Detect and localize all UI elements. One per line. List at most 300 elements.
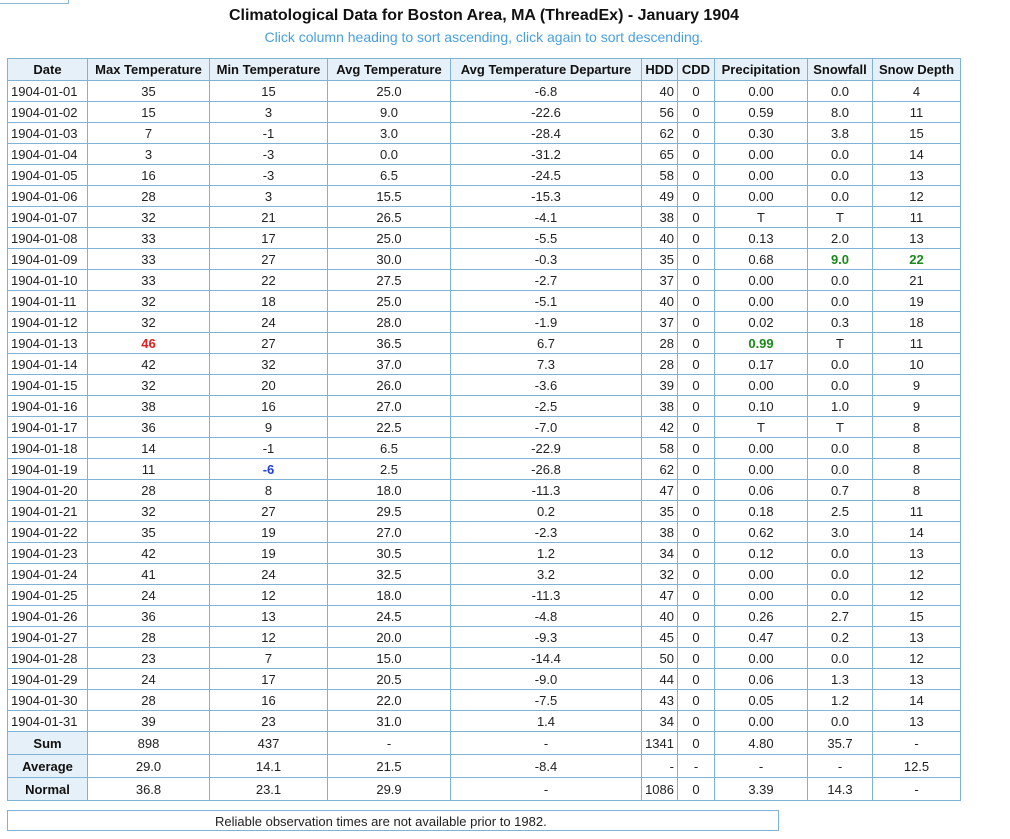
cell-cdd: 0 <box>678 543 715 564</box>
cell-snowfall: 0.2 <box>808 627 873 648</box>
footnote-box <box>7 810 779 831</box>
cell-snow-depth: 8 <box>873 438 961 459</box>
cell-max-temperature: 35 <box>88 81 210 102</box>
cell-cdd: 0 <box>678 165 715 186</box>
cell-max-temperature: 32 <box>88 375 210 396</box>
cell-max-temperature: 24 <box>88 669 210 690</box>
cell-snow-depth: 14 <box>873 690 961 711</box>
cell-avg-temperature: 9.0 <box>328 102 451 123</box>
cell-snowfall: T <box>808 207 873 228</box>
cell-min-temperature: 23 <box>210 711 328 732</box>
cell-precipitation: 0.00 <box>715 564 808 585</box>
cell-avg-temperature: 18.0 <box>328 585 451 606</box>
summary-cell-cdd: - <box>678 755 715 778</box>
summary-cell-avg-temperature-departure: -8.4 <box>451 755 642 778</box>
cell-snow-depth: 13 <box>873 669 961 690</box>
cell-cdd: 0 <box>678 333 715 354</box>
table-row <box>8 417 961 438</box>
cell-precipitation: 0.99 <box>715 333 808 354</box>
cell-date: 1904-01-06 <box>8 186 88 207</box>
cell-cdd: 0 <box>678 690 715 711</box>
cell-snowfall: 0.0 <box>808 438 873 459</box>
cell-cdd: 0 <box>678 564 715 585</box>
cell-date: 1904-01-21 <box>8 501 88 522</box>
cell-hdd: 43 <box>642 690 678 711</box>
cell-snow-depth: 21 <box>873 270 961 291</box>
sort-header-max-temperature[interactable]: Max Temperature <box>88 59 210 81</box>
summary-cell-precipitation: 3.39 <box>715 778 808 801</box>
cell-min-temperature: 12 <box>210 627 328 648</box>
cell-precipitation: 0.06 <box>715 480 808 501</box>
cell-date: 1904-01-10 <box>8 270 88 291</box>
cell-cdd: 0 <box>678 354 715 375</box>
summary-cell-cdd: 0 <box>678 732 715 755</box>
cell-max-temperature: 28 <box>88 627 210 648</box>
cell-cdd: 0 <box>678 585 715 606</box>
cell-avg-temperature: 15.0 <box>328 648 451 669</box>
cell-hdd: 34 <box>642 543 678 564</box>
cell-min-temperature: 17 <box>210 669 328 690</box>
cell-avg-temperature-departure: -9.3 <box>451 627 642 648</box>
summary-cell-max-temperature: 898 <box>88 732 210 755</box>
cell-avg-temperature: 20.5 <box>328 669 451 690</box>
sort-header-avg-temperature-departure[interactable]: Avg Temperature Departure <box>451 59 642 81</box>
cell-date: 1904-01-02 <box>8 102 88 123</box>
cell-min-temperature: -3 <box>210 165 328 186</box>
cell-cdd: 0 <box>678 144 715 165</box>
cell-precipitation: 0.26 <box>715 606 808 627</box>
cell-max-temperature: 32 <box>88 501 210 522</box>
cell-precipitation: 0.00 <box>715 438 808 459</box>
summary-cell-snow-depth: 12.5 <box>873 755 961 778</box>
cell-date: 1904-01-26 <box>8 606 88 627</box>
summary-row-sum <box>8 732 961 755</box>
table-row <box>8 543 961 564</box>
cell-snowfall: 1.3 <box>808 669 873 690</box>
table-row <box>8 564 961 585</box>
sort-header-min-temperature[interactable]: Min Temperature <box>210 59 328 81</box>
cell-precipitation: 0.68 <box>715 249 808 270</box>
cell-hdd: 34 <box>642 711 678 732</box>
table-row <box>8 606 961 627</box>
cell-avg-temperature-departure: -31.2 <box>451 144 642 165</box>
cell-avg-temperature-departure: -7.0 <box>451 417 642 438</box>
summary-cell-cdd: 0 <box>678 778 715 801</box>
table-row <box>8 375 961 396</box>
cell-cdd: 0 <box>678 186 715 207</box>
cell-max-temperature: 28 <box>88 480 210 501</box>
cell-date: 1904-01-13 <box>8 333 88 354</box>
cell-max-temperature: 39 <box>88 711 210 732</box>
cell-avg-temperature: 6.5 <box>328 165 451 186</box>
cell-min-temperature: 27 <box>210 249 328 270</box>
cell-min-temperature: -1 <box>210 123 328 144</box>
cell-date: 1904-01-11 <box>8 291 88 312</box>
cell-max-temperature: 36 <box>88 417 210 438</box>
cell-snowfall: 0.0 <box>808 81 873 102</box>
cell-precipitation: 0.62 <box>715 522 808 543</box>
cell-cdd: 0 <box>678 669 715 690</box>
cell-hdd: 39 <box>642 375 678 396</box>
cell-date: 1904-01-31 <box>8 711 88 732</box>
cell-cdd: 0 <box>678 123 715 144</box>
cell-cdd: 0 <box>678 480 715 501</box>
sort-header-date[interactable]: Date <box>8 59 88 81</box>
cell-min-temperature: 22 <box>210 270 328 291</box>
cell-cdd: 0 <box>678 312 715 333</box>
cell-max-temperature: 32 <box>88 207 210 228</box>
cell-hdd: 37 <box>642 270 678 291</box>
cell-min-temperature: 21 <box>210 207 328 228</box>
table-summary <box>8 732 961 801</box>
cell-avg-temperature-departure: -22.6 <box>451 102 642 123</box>
cell-precipitation: 0.10 <box>715 396 808 417</box>
cell-avg-temperature-departure: -26.8 <box>451 459 642 480</box>
cell-cdd: 0 <box>678 501 715 522</box>
cell-avg-temperature: 27.0 <box>328 396 451 417</box>
sort-header-hdd[interactable]: HDD <box>642 59 678 81</box>
cell-max-temperature: 46 <box>88 333 210 354</box>
sort-header-avg-temperature[interactable]: Avg Temperature <box>328 59 451 81</box>
cell-date: 1904-01-04 <box>8 144 88 165</box>
table-row <box>8 522 961 543</box>
cell-hdd: 38 <box>642 396 678 417</box>
cell-max-temperature: 24 <box>88 585 210 606</box>
table-row <box>8 81 961 102</box>
cell-avg-temperature-departure: -5.5 <box>451 228 642 249</box>
summary-cell-hdd: - <box>642 755 678 778</box>
cell-max-temperature: 42 <box>88 354 210 375</box>
cell-avg-temperature: 2.5 <box>328 459 451 480</box>
summary-row-average <box>8 755 961 778</box>
cell-max-temperature: 36 <box>88 606 210 627</box>
summary-cell-hdd: 1341 <box>642 732 678 755</box>
cell-cdd: 0 <box>678 627 715 648</box>
summary-cell-avg-temperature: 29.9 <box>328 778 451 801</box>
cell-snowfall: 0.0 <box>808 648 873 669</box>
cell-date: 1904-01-17 <box>8 417 88 438</box>
cell-avg-temperature-departure: -2.3 <box>451 522 642 543</box>
sort-instructions: Click column heading to sort ascending, click again to sort descending. <box>264 29 704 45</box>
table-row <box>8 396 961 417</box>
table-row <box>8 228 961 249</box>
cell-avg-temperature: 22.0 <box>328 690 451 711</box>
cell-hdd: 38 <box>642 207 678 228</box>
sort-header-snow-depth[interactable]: Snow Depth <box>873 59 961 81</box>
cell-cdd: 0 <box>678 81 715 102</box>
cell-precipitation: 0.47 <box>715 627 808 648</box>
cell-snow-depth: 12 <box>873 186 961 207</box>
cell-min-temperature: 9 <box>210 417 328 438</box>
cell-min-temperature: 20 <box>210 375 328 396</box>
page-title: Climatological Data for Boston Area, MA (ThreadEx) - January 1904 <box>228 7 740 24</box>
cell-cdd: 0 <box>678 522 715 543</box>
cell-min-temperature: 18 <box>210 291 328 312</box>
cell-avg-temperature: 18.0 <box>328 480 451 501</box>
cell-avg-temperature-departure: -11.3 <box>451 480 642 501</box>
cell-precipitation: 0.00 <box>715 711 808 732</box>
cell-date: 1904-01-09 <box>8 249 88 270</box>
cell-snow-depth: 15 <box>873 606 961 627</box>
cell-precipitation: 0.00 <box>715 375 808 396</box>
cell-snowfall: 3.0 <box>808 522 873 543</box>
cell-date: 1904-01-16 <box>8 396 88 417</box>
cell-cdd: 0 <box>678 375 715 396</box>
cell-date: 1904-01-19 <box>8 459 88 480</box>
table-row <box>8 627 961 648</box>
cell-snow-depth: 22 <box>873 249 961 270</box>
cell-avg-temperature-departure: -5.1 <box>451 291 642 312</box>
sort-header-cdd[interactable]: CDD <box>678 59 715 81</box>
summary-cell-avg-temperature: - <box>328 732 451 755</box>
cell-snow-depth: 9 <box>873 396 961 417</box>
cell-min-temperature: 3 <box>210 102 328 123</box>
cell-date: 1904-01-30 <box>8 690 88 711</box>
cell-avg-temperature-departure: -24.5 <box>451 165 642 186</box>
cell-snowfall: 0.0 <box>808 711 873 732</box>
cell-snow-depth: 11 <box>873 102 961 123</box>
cell-snow-depth: 11 <box>873 333 961 354</box>
cell-max-temperature: 38 <box>88 396 210 417</box>
cell-snowfall: 2.0 <box>808 228 873 249</box>
cell-precipitation: 0.00 <box>715 165 808 186</box>
cell-date: 1904-01-15 <box>8 375 88 396</box>
cell-max-temperature: 11 <box>88 459 210 480</box>
cell-hdd: 58 <box>642 165 678 186</box>
cell-hdd: 40 <box>642 291 678 312</box>
cell-snow-depth: 14 <box>873 522 961 543</box>
top-frame-fragment <box>0 0 69 4</box>
cell-hdd: 49 <box>642 186 678 207</box>
cell-cdd: 0 <box>678 396 715 417</box>
summary-cell-precipitation: - <box>715 755 808 778</box>
cell-snow-depth: 18 <box>873 312 961 333</box>
cell-snowfall: 3.8 <box>808 123 873 144</box>
cell-max-temperature: 7 <box>88 123 210 144</box>
cell-max-temperature: 32 <box>88 312 210 333</box>
cell-snow-depth: 12 <box>873 585 961 606</box>
cell-avg-temperature: 22.5 <box>328 417 451 438</box>
cell-date: 1904-01-12 <box>8 312 88 333</box>
cell-min-temperature: 19 <box>210 543 328 564</box>
cell-max-temperature: 33 <box>88 228 210 249</box>
cell-hdd: 58 <box>642 438 678 459</box>
cell-snow-depth: 11 <box>873 207 961 228</box>
cell-avg-temperature: 26.0 <box>328 375 451 396</box>
table-header-row <box>8 59 961 81</box>
cell-avg-temperature-departure: -28.4 <box>451 123 642 144</box>
cell-precipitation: 0.06 <box>715 669 808 690</box>
cell-avg-temperature: 26.5 <box>328 207 451 228</box>
cell-snow-depth: 15 <box>873 123 961 144</box>
cell-min-temperature: 27 <box>210 333 328 354</box>
cell-hdd: 50 <box>642 648 678 669</box>
table-row <box>8 648 961 669</box>
cell-snow-depth: 12 <box>873 648 961 669</box>
cell-precipitation: 0.13 <box>715 228 808 249</box>
summary-cell-avg-temperature: 21.5 <box>328 755 451 778</box>
cell-cdd: 0 <box>678 606 715 627</box>
cell-hdd: 40 <box>642 606 678 627</box>
table-row <box>8 207 961 228</box>
cell-min-temperature: 17 <box>210 228 328 249</box>
cell-max-temperature: 28 <box>88 186 210 207</box>
cell-max-temperature: 41 <box>88 564 210 585</box>
cell-hdd: 47 <box>642 480 678 501</box>
cell-date: 1904-01-29 <box>8 669 88 690</box>
summary-cell-snow-depth: - <box>873 732 961 755</box>
cell-snow-depth: 8 <box>873 459 961 480</box>
cell-avg-temperature-departure: -6.8 <box>451 81 642 102</box>
cell-avg-temperature: 36.5 <box>328 333 451 354</box>
cell-max-temperature: 33 <box>88 249 210 270</box>
cell-precipitation: T <box>715 207 808 228</box>
sort-header-precipitation[interactable]: Precipitation <box>715 59 808 81</box>
cell-date: 1904-01-25 <box>8 585 88 606</box>
cell-avg-temperature: 27.0 <box>328 522 451 543</box>
cell-snowfall: 0.0 <box>808 585 873 606</box>
cell-min-temperature: 7 <box>210 648 328 669</box>
table-row <box>8 123 961 144</box>
cell-max-temperature: 15 <box>88 102 210 123</box>
cell-avg-temperature-departure: -7.5 <box>451 690 642 711</box>
cell-cdd: 0 <box>678 270 715 291</box>
cell-precipitation: 0.00 <box>715 186 808 207</box>
cell-snow-depth: 13 <box>873 543 961 564</box>
table-row <box>8 312 961 333</box>
cell-min-temperature: -3 <box>210 144 328 165</box>
cell-date: 1904-01-20 <box>8 480 88 501</box>
cell-snowfall: 0.0 <box>808 543 873 564</box>
cell-cdd: 0 <box>678 459 715 480</box>
cell-avg-temperature-departure: 0.2 <box>451 501 642 522</box>
cell-cdd: 0 <box>678 102 715 123</box>
cell-snow-depth: 12 <box>873 564 961 585</box>
table-row <box>8 165 961 186</box>
cell-precipitation: 0.00 <box>715 81 808 102</box>
cell-date: 1904-01-22 <box>8 522 88 543</box>
cell-precipitation: 0.02 <box>715 312 808 333</box>
cell-cdd: 0 <box>678 417 715 438</box>
cell-date: 1904-01-07 <box>8 207 88 228</box>
cell-date: 1904-01-01 <box>8 81 88 102</box>
cell-snowfall: 0.0 <box>808 354 873 375</box>
cell-min-temperature: 32 <box>210 354 328 375</box>
summary-cell-snowfall: 14.3 <box>808 778 873 801</box>
cell-avg-temperature-departure: -0.3 <box>451 249 642 270</box>
summary-label: Average <box>8 755 88 778</box>
cell-avg-temperature: 0.0 <box>328 144 451 165</box>
cell-hdd: 45 <box>642 627 678 648</box>
summary-cell-precipitation: 4.80 <box>715 732 808 755</box>
cell-snowfall: 0.0 <box>808 144 873 165</box>
cell-avg-temperature: 27.5 <box>328 270 451 291</box>
cell-date: 1904-01-08 <box>8 228 88 249</box>
cell-snow-depth: 11 <box>873 501 961 522</box>
cell-avg-temperature-departure: -1.9 <box>451 312 642 333</box>
cell-min-temperature: 27 <box>210 501 328 522</box>
summary-cell-snowfall: 35.7 <box>808 732 873 755</box>
cell-avg-temperature: 30.5 <box>328 543 451 564</box>
cell-cdd: 0 <box>678 228 715 249</box>
cell-snow-depth: 9 <box>873 375 961 396</box>
cell-avg-temperature-departure: -3.6 <box>451 375 642 396</box>
cell-date: 1904-01-24 <box>8 564 88 585</box>
summary-cell-hdd: 1086 <box>642 778 678 801</box>
cell-avg-temperature: 29.5 <box>328 501 451 522</box>
cell-avg-temperature: 6.5 <box>328 438 451 459</box>
cell-min-temperature: 13 <box>210 606 328 627</box>
table-row <box>8 501 961 522</box>
cell-precipitation: 0.00 <box>715 648 808 669</box>
cell-snow-depth: 13 <box>873 711 961 732</box>
cell-cdd: 0 <box>678 249 715 270</box>
cell-date: 1904-01-03 <box>8 123 88 144</box>
cell-avg-temperature-departure: 7.3 <box>451 354 642 375</box>
cell-avg-temperature: 24.5 <box>328 606 451 627</box>
summary-row-normal <box>8 778 961 801</box>
cell-snow-depth: 10 <box>873 354 961 375</box>
summary-cell-snow-depth: - <box>873 778 961 801</box>
cell-date: 1904-01-18 <box>8 438 88 459</box>
cell-precipitation: 0.00 <box>715 459 808 480</box>
table-row <box>8 249 961 270</box>
cell-snow-depth: 13 <box>873 228 961 249</box>
cell-cdd: 0 <box>678 291 715 312</box>
cell-min-temperature: 19 <box>210 522 328 543</box>
cell-precipitation: 0.00 <box>715 270 808 291</box>
table-row <box>8 480 961 501</box>
cell-snow-depth: 13 <box>873 627 961 648</box>
cell-precipitation: 0.30 <box>715 123 808 144</box>
cell-hdd: 37 <box>642 312 678 333</box>
cell-hdd: 35 <box>642 249 678 270</box>
cell-snow-depth: 8 <box>873 480 961 501</box>
cell-snowfall: 2.7 <box>808 606 873 627</box>
cell-avg-temperature-departure: 1.4 <box>451 711 642 732</box>
table-row <box>8 690 961 711</box>
cell-avg-temperature-departure: -4.1 <box>451 207 642 228</box>
cell-hdd: 32 <box>642 564 678 585</box>
cell-snow-depth: 4 <box>873 81 961 102</box>
cell-snowfall: T <box>808 333 873 354</box>
cell-precipitation: 0.12 <box>715 543 808 564</box>
cell-max-temperature: 16 <box>88 165 210 186</box>
summary-cell-min-temperature: 23.1 <box>210 778 328 801</box>
table-row <box>8 291 961 312</box>
cell-snow-depth: 19 <box>873 291 961 312</box>
table-row <box>8 669 961 690</box>
cell-hdd: 62 <box>642 459 678 480</box>
cell-precipitation: 0.05 <box>715 690 808 711</box>
cell-hdd: 62 <box>642 123 678 144</box>
cell-avg-temperature-departure: -14.4 <box>451 648 642 669</box>
cell-hdd: 40 <box>642 81 678 102</box>
cell-avg-temperature-departure: 3.2 <box>451 564 642 585</box>
cell-hdd: 47 <box>642 585 678 606</box>
cell-date: 1904-01-28 <box>8 648 88 669</box>
cell-min-temperature: -1 <box>210 438 328 459</box>
table-row <box>8 270 961 291</box>
cell-avg-temperature-departure: -22.9 <box>451 438 642 459</box>
cell-avg-temperature: 25.0 <box>328 81 451 102</box>
summary-label: Normal <box>8 778 88 801</box>
cell-avg-temperature-departure: -9.0 <box>451 669 642 690</box>
summary-cell-min-temperature: 14.1 <box>210 755 328 778</box>
sort-header-snowfall[interactable]: Snowfall <box>808 59 873 81</box>
cell-snow-depth: 14 <box>873 144 961 165</box>
cell-min-temperature: 24 <box>210 564 328 585</box>
